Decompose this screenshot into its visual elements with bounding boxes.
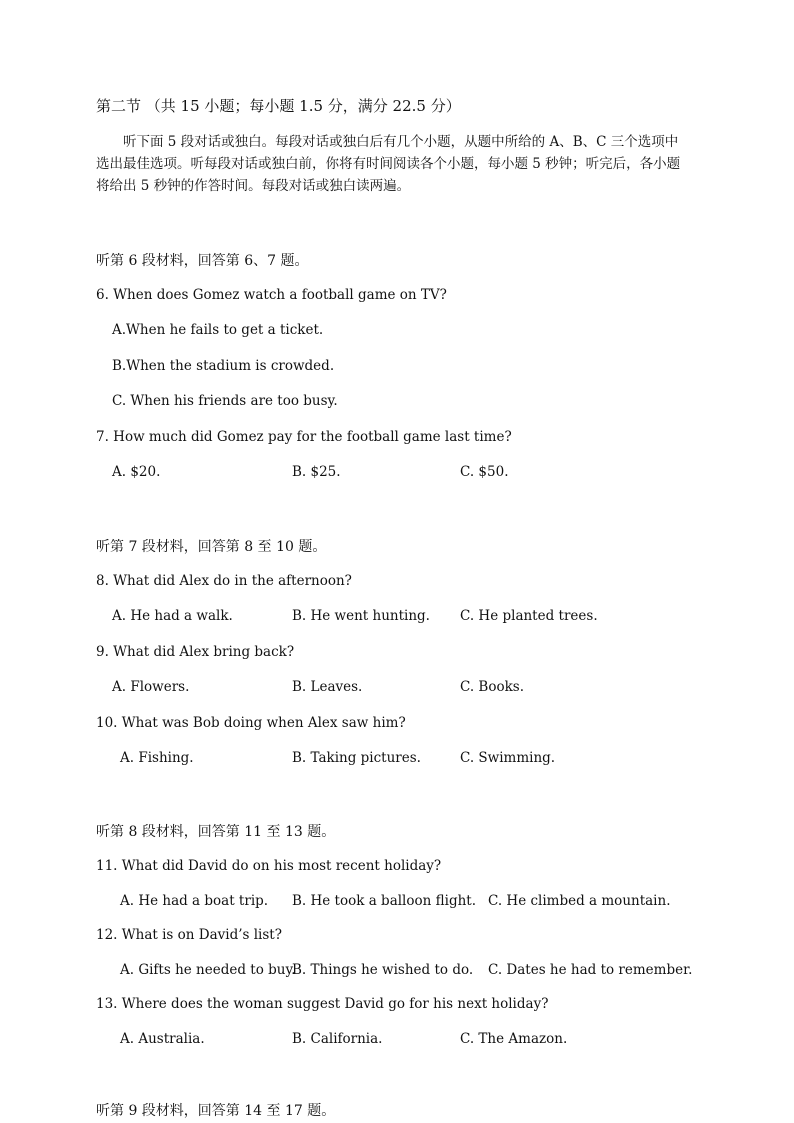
- question-12-option-b[interactable]: B. Things he wished to do.: [292, 962, 474, 978]
- question-12-stem: 12. What is on David’s list?: [96, 927, 282, 943]
- material-8-title: 听第 8 段材料，回答第 11 至 13 题。: [96, 824, 336, 840]
- question-8-option-b[interactable]: B. He went hunting.: [292, 608, 430, 624]
- question-9-option-a[interactable]: A. Flowers.: [112, 679, 190, 695]
- question-7-option-a[interactable]: A. $20.: [112, 464, 161, 480]
- question-8-option-c[interactable]: C. He planted trees.: [460, 608, 598, 624]
- question-6-option-b[interactable]: B.When the stadium is crowded.: [112, 358, 335, 374]
- question-7-option-c[interactable]: C. $50.: [460, 464, 509, 480]
- instruction-line: 将给出 5 秒钟的作答时间。每段对话或独白读两遍。: [96, 178, 411, 194]
- question-6-stem: 6. When does Gomez watch a football game on TV?: [96, 287, 447, 303]
- section-instructions: [96, 131, 706, 197]
- question-10-stem: 10. What was Bob doing when Alex saw him?: [96, 715, 406, 731]
- question-11-option-b[interactable]: B. He took a balloon flight.: [292, 893, 476, 909]
- question-11-option-c[interactable]: C. He climbed a mountain.: [488, 893, 671, 909]
- instruction-line: 选出最佳选项。听每段对话或独白前，你将有时间阅读各个小题，每小题 5 秒钟；听完后，各小题: [96, 156, 681, 172]
- question-12-option-a[interactable]: A. Gifts he needed to buy.: [120, 962, 296, 978]
- question-13-option-b[interactable]: B. California.: [292, 1031, 383, 1047]
- material-7-title: 听第 7 段材料，回答第 8 至 10 题。: [96, 539, 327, 555]
- material-6-title: 听第 6 段材料，回答第 6、7 题。: [96, 253, 309, 269]
- question-12-option-c[interactable]: C. Dates he had to remember.: [488, 962, 693, 978]
- question-13-stem: 13. Where does the woman suggest David go for his next holiday?: [96, 996, 549, 1012]
- question-9-option-b[interactable]: B. Leaves.: [292, 679, 363, 695]
- material-9-title: 听第 9 段材料，回答第 14 至 17 题。: [96, 1103, 336, 1119]
- question-10-option-a[interactable]: A. Fishing.: [120, 750, 194, 766]
- instruction-line: 听下面 5 段对话或独白。每段对话或独白后有几个小题，从题中所给的 A、B、C 三个选项中: [123, 134, 679, 150]
- question-11-stem: 11. What did David do on his most recent holiday?: [96, 858, 442, 874]
- question-9-option-c[interactable]: C. Books.: [460, 679, 525, 695]
- question-10-option-c[interactable]: C. Swimming.: [460, 750, 556, 766]
- question-6-option-c[interactable]: C. When his friends are too busy.: [112, 393, 338, 409]
- question-7-stem: 7. How much did Gomez pay for the football game last time?: [96, 429, 512, 445]
- question-6-option-a[interactable]: A.When he fails to get a ticket.: [112, 322, 324, 338]
- question-8-option-a[interactable]: A. He had a walk.: [112, 608, 233, 624]
- question-10-option-b[interactable]: B. Taking pictures.: [292, 750, 421, 766]
- question-9-stem: 9. What did Alex bring back?: [96, 644, 295, 660]
- question-7-option-b[interactable]: B. $25.: [292, 464, 341, 480]
- section-header: 第二节 （共 15 小题；每小题 1.5 分，满分 22.5 分）: [96, 97, 461, 115]
- question-13-option-a[interactable]: A. Australia.: [120, 1031, 205, 1047]
- question-11-option-a[interactable]: A. He had a boat trip.: [120, 893, 269, 909]
- question-13-option-c[interactable]: C. The Amazon.: [460, 1031, 568, 1047]
- question-8-stem: 8. What did Alex do in the afternoon?: [96, 573, 352, 589]
